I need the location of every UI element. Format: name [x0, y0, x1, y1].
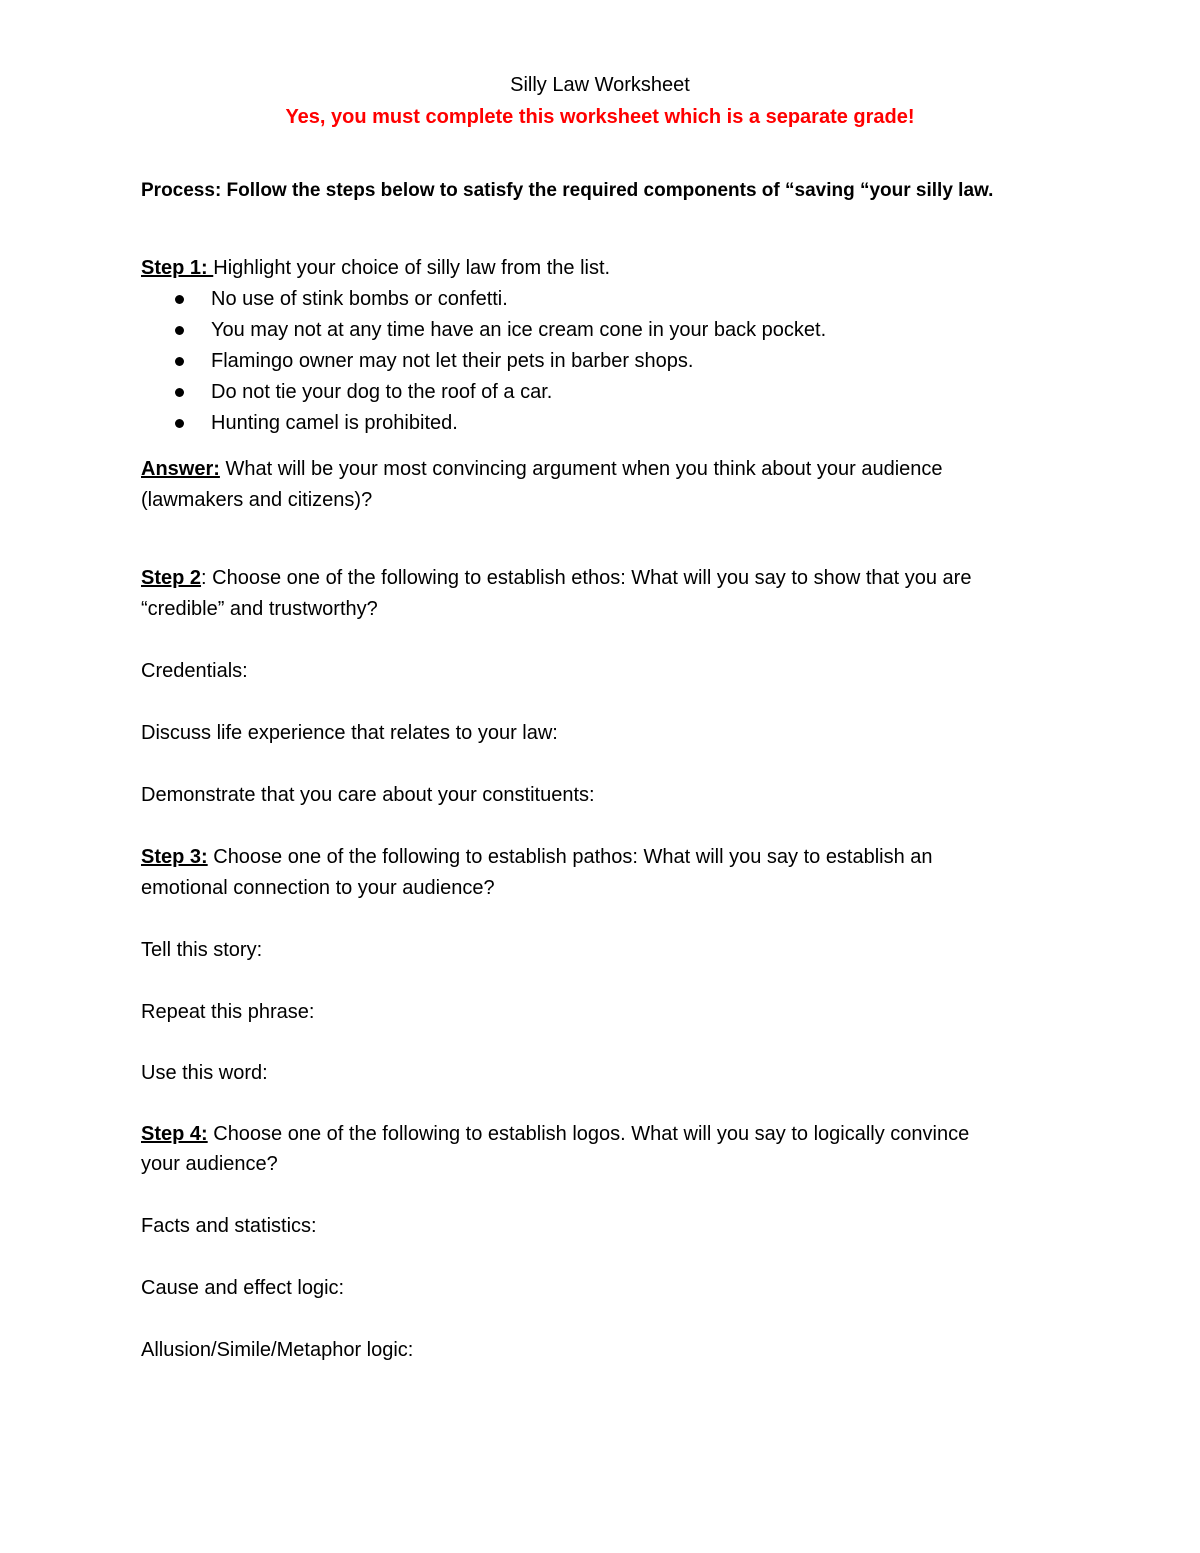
- step4-label: Step 4:: [141, 1123, 208, 1145]
- ethos-prompt-credentials: Credentials:: [141, 660, 248, 682]
- process-instructions: Process: Follow the steps below to satisfy the required components of “saving “your silly law.: [141, 180, 994, 201]
- answer-label: Answer:: [141, 458, 220, 480]
- step1-label: Step 1:: [141, 257, 214, 279]
- law-text: Flamingo owner may not let their pets in barber shops.: [211, 350, 694, 372]
- step4-heading-line2: your audience?: [141, 1153, 278, 1175]
- step2-label: Step 2: [141, 567, 202, 589]
- bullet-icon: [175, 326, 184, 335]
- bullet-icon: [175, 388, 184, 397]
- law-text: Hunting camel is prohibited.: [211, 412, 458, 434]
- law-text: No use of stink bombs or confetti.: [211, 288, 508, 310]
- step2-heading-line2: “credible” and trustworthy?: [141, 598, 378, 620]
- list-item[interactable]: [173, 317, 826, 348]
- answer-prompt-line2: (lawmakers and citizens)?: [141, 489, 373, 511]
- answer-text: What will be your most convincing argument when you think about your audience: [219, 458, 943, 480]
- answer-prompt-line1: [141, 456, 943, 482]
- step1-heading: [141, 255, 610, 281]
- step1-text: Highlight your choice of silly law from the list.: [213, 257, 611, 279]
- list-item[interactable]: [173, 379, 826, 410]
- bullet-icon: [175, 357, 184, 366]
- step4-text: Choose one of the following to establish logos. What will you say to logically convince: [207, 1123, 970, 1145]
- pathos-prompt-phrase: Repeat this phrase:: [141, 1001, 315, 1023]
- law-text: Do not tie your dog to the roof of a car.: [211, 381, 553, 403]
- silly-law-list: [173, 286, 826, 441]
- bullet-icon: [175, 419, 184, 428]
- logos-prompt-allusion: Allusion/Simile/Metaphor logic:: [141, 1339, 414, 1361]
- list-item[interactable]: [173, 286, 826, 317]
- bullet-icon: [175, 295, 184, 304]
- pathos-prompt-word: Use this word:: [141, 1062, 268, 1084]
- page-title: Silly Law Worksheet: [510, 74, 690, 96]
- logos-prompt-cause-effect: Cause and effect logic:: [141, 1277, 345, 1299]
- step3-label: Step 3:: [141, 846, 208, 868]
- list-item[interactable]: [173, 348, 826, 379]
- page-subtitle: Yes, you must complete this worksheet which is a separate grade!: [285, 106, 915, 128]
- step2-text: : Choose one of the following to establish ethos: What will you say to show that you are: [201, 567, 972, 589]
- pathos-prompt-story: Tell this story:: [141, 939, 263, 961]
- step2-heading-line1: [141, 565, 971, 591]
- step4-heading-line1: [141, 1121, 969, 1147]
- step3-heading-line2: emotional connection to your audience?: [141, 877, 495, 899]
- law-text: You may not at any time have an ice cream cone in your back pocket.: [211, 319, 827, 341]
- ethos-prompt-life-experience: Discuss life experience that relates to your law:: [141, 722, 558, 744]
- list-item[interactable]: [173, 410, 826, 441]
- logos-prompt-facts: Facts and statistics:: [141, 1215, 317, 1237]
- step3-heading-line1: [141, 844, 933, 870]
- step3-text: Choose one of the following to establish pathos: What will you say to establish an: [207, 846, 933, 868]
- ethos-prompt-care: Demonstrate that you care about your constituents:: [141, 784, 595, 806]
